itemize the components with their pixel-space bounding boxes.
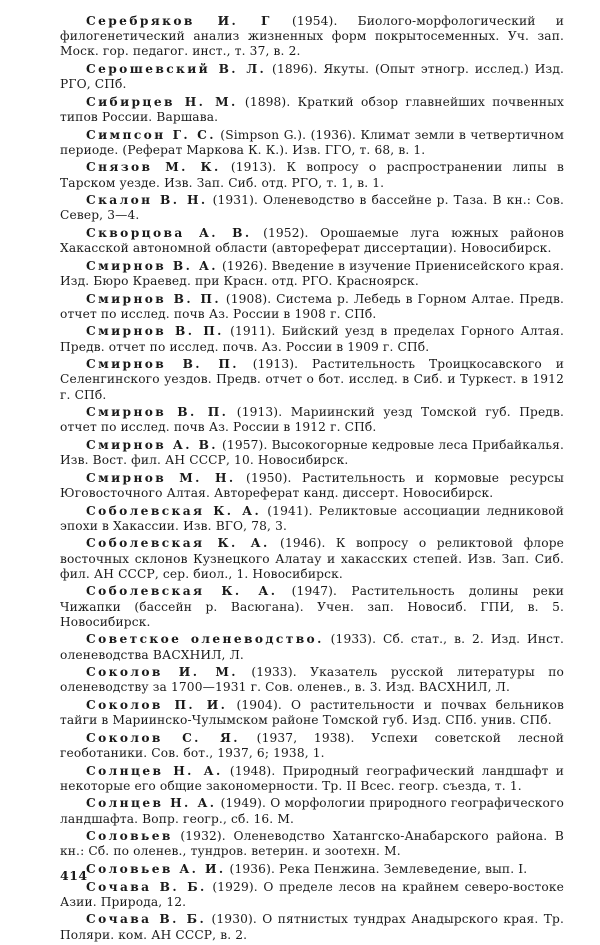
bib-entry [60, 584, 564, 630]
entry-text: (1931). Оленеводство в бассейне р. Таза. В кн.: Сов. Север, 3—4. [60, 193, 564, 223]
entry-author: Сочава В. Б. [86, 912, 207, 927]
entry-author: Смирнов В. П. [86, 357, 239, 372]
entry-author: Соловьев [86, 829, 173, 844]
entry-text: (1933). Указатель русской литературы по оленеводству за 1700—1931 г. Сов. оленев., в. 3. Изд. ВАСХНИЛ, Л. [60, 665, 564, 695]
entry-text: (1936). Река Пенжина. Землеведение, вып. I. [225, 861, 528, 876]
entry-author: Соболевская К. А. [86, 584, 278, 599]
entry-text: (1926). Введение в изучение Приенисейского края. Изд. Бюро Краевед. при Красн. отд. РГО. Красноярск. [60, 258, 565, 288]
entry-text: (1929). О пределе лесов на крайнем северо-востоке Азии. Природа, 12. [60, 879, 564, 909]
entry-text: (1904). О растительности и почвах бельников тайги в Мариинско-Чулымском районе Томской губ. Изд. СПб. унив. СПб. [60, 697, 564, 728]
bib-entry [60, 912, 564, 942]
entry-author: Солнцев Н. А. [86, 796, 217, 811]
entry-author: Соколов С. Я. [86, 730, 240, 745]
entry-author: Серошевский В. Л. [86, 62, 267, 76]
bib-entry [60, 471, 564, 501]
bib-entry [60, 160, 564, 190]
entry-author: Смирнов В. П. [86, 291, 221, 306]
entry-text: (1946). К вопросу о реликтовой флоре восточных склонов Кузнецкого Алатау и хакасских степей. Изв. Зап. Сиб. фил. АН СССР, сер. биол., 1. Новосибирск. [60, 536, 565, 581]
entry-text: (1911). Бийский уезд в пределах Горного Алтая. Предв. отчет по исслед. почв. Аз. России в 1909 г. СПб. [60, 324, 564, 354]
bib-entry [60, 504, 564, 534]
entry-text: (1898). Краткий обзор главнейших почвенных типов России. Варшава. [60, 94, 564, 124]
bib-entry [60, 731, 564, 761]
bib-entry [60, 95, 564, 125]
entry-author: Солнцев Н. А. [86, 763, 223, 778]
bib-entry [60, 128, 564, 158]
entry-text: (1937, 1938). Успехи советской лесной геоботаники. Сов. бот., 1937, 6; 1938, 1. [60, 730, 564, 760]
page-number: 414 [60, 868, 88, 883]
bib-entry [60, 796, 564, 826]
entry-text: (1954). Биолого-морфологический и филогенетический анализ жизненных форм покрытосеменных. Уч. зап. Моск. гор. педагог. инст., т. 37, в. 2. [60, 14, 564, 59]
entry-author: Скалон В. Н. [86, 193, 208, 208]
bib-entry [60, 193, 564, 223]
entry-text: (1957). Высокогорные кедровые леса Прибайкалья. Изв. Вост. фил. АН СССР, 10. Новосибирск. [60, 437, 565, 468]
bib-entry [60, 357, 564, 403]
bib-entry [60, 226, 564, 256]
entry-text: (1913). Мариинский уезд Томской губ. Предв. отчет по исслед. почв Аз. России в 1912 г. СПб. [60, 405, 564, 435]
entry-text: (1933). Сб. стат., в. 2. Изд. Инст. оленеводства ВАСХНИЛ, Л. [60, 632, 564, 662]
bib-entry [60, 880, 564, 910]
bib-entry [60, 665, 564, 695]
entry-author: Сибирцев Н. М. [86, 94, 238, 109]
entry-author: Смирнов А. В. [86, 437, 218, 452]
bib-entry [60, 536, 564, 582]
bib-entry [60, 259, 564, 289]
entry-author: Серебряков И. Г [86, 14, 272, 28]
bib-entry [60, 438, 564, 468]
bibliography-page [60, 14, 564, 945]
entry-author: Советское оленеводство. [86, 632, 324, 647]
bib-entry [60, 764, 564, 794]
entry-author: Соколов П. И. [86, 697, 228, 712]
entry-author: Скворцова А. В. [86, 225, 252, 240]
bib-entry [60, 14, 564, 60]
entry-text: (1941). Реликтовые ассоциации ледниковой эпохи в Хакассии. Изв. ВГО, 78, 3. [60, 503, 564, 533]
entry-text: (Simpson G.). (1936). Климат земли в четвертичном периоде. (Реферат Маркова К. К.). Изв. ГГО, т. 68, в. 1. [60, 127, 564, 157]
entry-text: (1896). Якуты. (Опыт этногр. исслед.) Изд. РГО, СПб. [60, 62, 565, 92]
entry-text: (1932). Оленеводство Хатангско-Анабарского района. В кн.: Сб. по оленев., тундров. ветерин. и зоотехн. М. [60, 829, 564, 859]
entry-author: Смирнов В. П. [86, 324, 224, 339]
entry-text: (1930). О пятнистых тундрах Анадырского края. Тр. Поляри. ком. АН СССР, в. 2. [60, 912, 564, 942]
bib-entry [60, 62, 564, 92]
entry-author: Соловьев А. И. [86, 861, 226, 876]
entry-text: (1952). Орошаемые луга южных районов Хакасской автономной области (автореферат диссертации). Новосибирск. [60, 225, 564, 256]
entry-author: Соболевская К. А. [86, 503, 262, 518]
entry-author: Симпсон Г. С. [86, 127, 216, 142]
entry-author: Смирнов В. П. [86, 405, 229, 420]
bib-entry [60, 405, 564, 435]
entry-author: Сочава В. Б. [86, 879, 207, 894]
bib-entry [60, 862, 564, 877]
entry-author: Смирнов М. Н. [86, 470, 236, 485]
bib-entry [60, 632, 564, 662]
entry-text: (1950). Растительность и кормовые ресурсы Юговосточного Алтая. Автореферат канд. диссерт. Новосибирск. [60, 470, 564, 500]
entry-text: (1913). Растительность Троицкосавского и Селенгинского уездов. Предв. отчет о бот. исслед. в Сиб. и Туркест. в 1912 г. СПб. [60, 357, 564, 402]
entry-text: (1948). Природный географический ландшафт и некоторые его общие закономерности. Тр. II Всес. геогр. съезда, т. 1. [60, 763, 564, 793]
bib-entry [60, 324, 564, 354]
bib-entry [60, 698, 564, 728]
entry-author: Снязов М. К. [86, 160, 221, 175]
bib-entry [60, 292, 564, 322]
entry-text: (1913). К вопросу о распространении липы в Тарском уезде. Изв. Зап. Сиб. отд. РГО, т. 1, в. 1. [60, 160, 564, 190]
entry-author: Соболевская К. А. [86, 536, 270, 551]
entry-text: (1947). Растительность долины реки Чижапки (бассейн р. Васюгана). Учен. зап. Новосиб. ГПИ, в. 5. Новосибирск. [60, 584, 564, 629]
entry-author: Смирнов В. А. [86, 258, 218, 273]
entry-text: (1908). Система р. Лебедь в Горном Алтае. Предв. отчет по исслед. почв Аз. России в 1908 г. СПб. [60, 291, 564, 321]
bib-entry [60, 829, 564, 859]
entry-text: (1949). О морфологии природного географического ландшафта. Вопр. геогр., сб. 16. М. [60, 796, 564, 826]
entry-author: Соколов И. М. [86, 665, 238, 680]
